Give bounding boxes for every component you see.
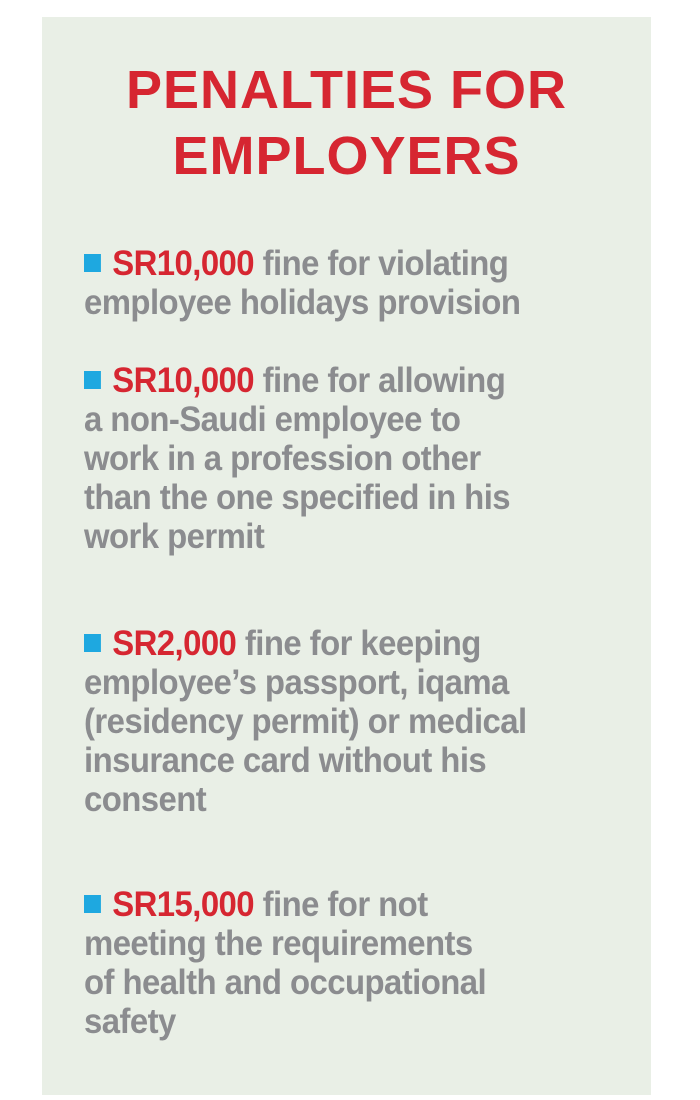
penalty-text: fine for allowing (254, 361, 506, 400)
penalty-amount: SR10,000 (112, 361, 255, 400)
square-bullet-icon (84, 254, 101, 272)
penalty-text-line: of health and occupational (84, 963, 487, 1002)
penalty-amount: SR2,000 (112, 624, 237, 663)
penalty-item (84, 624, 582, 819)
penalty-text: fine for not (254, 885, 428, 924)
square-bullet-icon (84, 371, 101, 389)
title-line-1: PENALTIES FOR (125, 60, 568, 120)
infobox-panel (42, 17, 651, 1095)
penalty-text-line: safety (84, 1002, 176, 1041)
penalty-amount: SR10,000 (112, 244, 255, 283)
penalty-text-line: meeting the requirements (84, 924, 473, 963)
square-bullet-icon (84, 895, 101, 913)
penalty-text-line: work permit (84, 517, 265, 556)
penalty-item-first-line (84, 624, 582, 663)
square-bullet-icon (84, 634, 101, 652)
title-line-2: EMPLOYERS (172, 126, 521, 186)
penalty-item (84, 885, 582, 1041)
penalty-text-line: employee holidays provision (84, 283, 521, 322)
penalty-item-first-line (84, 361, 582, 400)
penalty-amount: SR15,000 (112, 885, 255, 924)
penalty-text-line: insurance card without his (84, 741, 487, 780)
penalty-text-line: a non-Saudi employee to (84, 400, 461, 439)
penalty-text-line: employee’s passport, iqama (84, 663, 509, 702)
penalty-item-first-line (84, 244, 582, 283)
penalty-item-first-line (84, 885, 582, 924)
penalty-text-line: work in a profession other (84, 439, 481, 478)
penalty-text: fine for keeping (236, 624, 481, 663)
penalty-text-line: consent (84, 780, 207, 819)
penalty-item (84, 361, 582, 556)
page-title (42, 57, 651, 189)
penalty-text: fine for violating (254, 244, 509, 283)
penalty-text-line: than the one specified in his (84, 478, 511, 517)
penalty-item (84, 244, 582, 322)
penalty-text-line: (residency permit) or medical (84, 702, 527, 741)
